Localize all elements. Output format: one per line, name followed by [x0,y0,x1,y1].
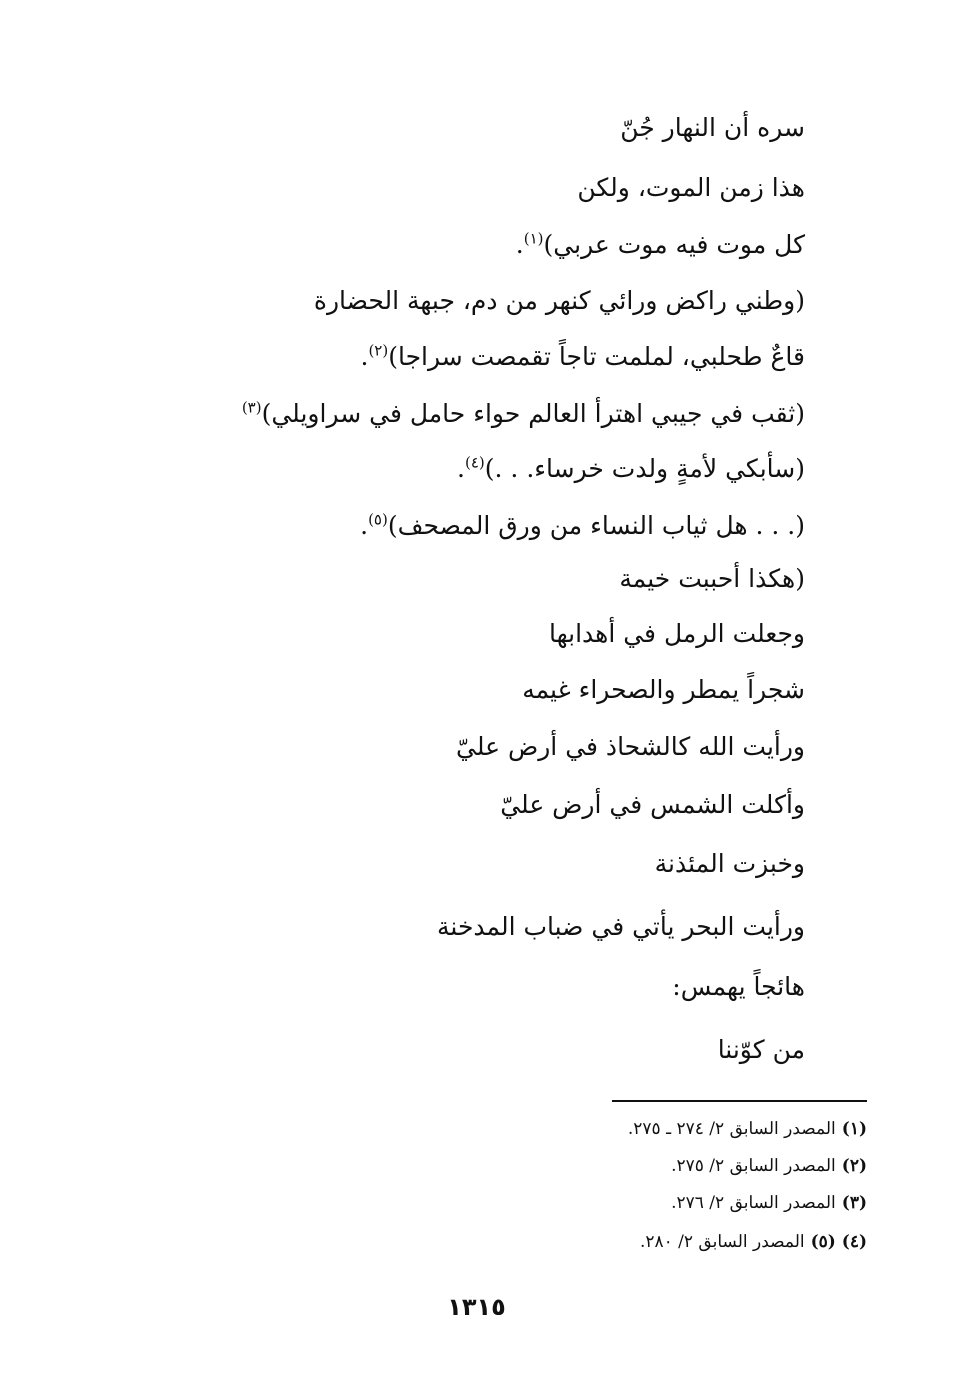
footnote-reference[interactable]: (٥) [368,510,388,529]
poem-line [437,911,805,943]
footnote [671,1191,867,1215]
poem-line [457,453,805,485]
poem-line [655,848,805,880]
footnote-text: المصدر السابق ٢/ ٢٧٥. [671,1156,836,1176]
footnote-number: (٣) [841,1193,867,1213]
poem-line-text: (. . . هل ثياب النساء من ورق المصحف) [387,511,805,540]
line-end-punctuation: . [515,230,524,259]
poem-line [718,1034,805,1066]
poem-line-text: وخبزت المئذنة [654,849,805,878]
page-number: ١٣١٥ [447,1293,506,1321]
poem-line-text: وجعلت الرمل في أهدابها [548,619,805,648]
poem-line [314,285,805,317]
footnote-reference[interactable]: (٣) [241,398,262,417]
footnote-text: المصدر السابق ٢/ ٢٧٤ ـ ٢٧٥. [627,1119,836,1139]
poem-line [522,674,805,706]
poem-line-text: من كوّننا [717,1035,805,1064]
footnote-reference[interactable]: (١) [523,229,544,248]
poem-line [619,563,805,595]
footnote-text: المصدر السابق ٢/ ٢٧٦. [671,1193,836,1213]
poem-line [577,172,805,204]
poem-line-text: (ثقب في جيبي اهترأ العالم حواء حامل في سراويلي) [261,399,805,428]
poem-line [549,618,805,650]
footnote-number: (٢) [841,1156,867,1176]
poem-line [620,112,805,144]
poem-line-text: وأكلت الشمس في أرض عليّ [500,790,805,819]
footnote [671,1154,867,1178]
poem-line [672,971,805,1003]
footnote-reference[interactable]: (٤) [465,453,485,472]
poem-line [360,341,805,373]
poem-line-text: (سأبكي لأمةٍ ولدت خرساء. . .) [484,454,805,483]
poem-line [456,731,805,763]
poem-line-text: ورأيت البحر يأتي في ضباب المدخنة [437,912,805,941]
poem-line-text: كل موت فيه موت عربي) [543,230,805,259]
poem-line-text: (هكذا أحببت خيمة [619,564,805,593]
poem-line-text: ورأيت الله كالشحاذ في أرض عليّ [456,732,805,761]
line-end-punctuation: . [360,511,369,540]
footnote-separator [612,1100,867,1102]
footnote [628,1117,867,1141]
poem-line-text: هذا زمن الموت، ولكن [577,173,805,202]
footnote-number: (١) [841,1119,867,1139]
line-end-punctuation: . [360,342,369,371]
poem-line [500,789,805,821]
poem-line-text: هائجاً يهمس: [672,972,805,1001]
poem-line-text: قاعٌ طحلبي، لملمت تاجاً تقمصت سراجا) [388,342,805,371]
poem-line-text: سره أن النهار جُنّ [620,113,805,142]
poem-line-text: (وطني راكض ورائي كنهر من دم، جبهة الحضارة [313,286,805,315]
poem-line [516,229,805,261]
footnote-text: المصدر السابق ٢/ ٢٨٠. [639,1232,805,1252]
poem-line-text: شجراً يمطر والصحراء غيمه [522,675,805,704]
footnote-number: (٤) (٥) [810,1232,867,1252]
poem-line [242,398,805,430]
line-end-punctuation: . [457,454,465,483]
footnote [640,1230,867,1254]
poem-line [360,510,805,542]
footnote-reference[interactable]: (٢) [368,341,389,360]
